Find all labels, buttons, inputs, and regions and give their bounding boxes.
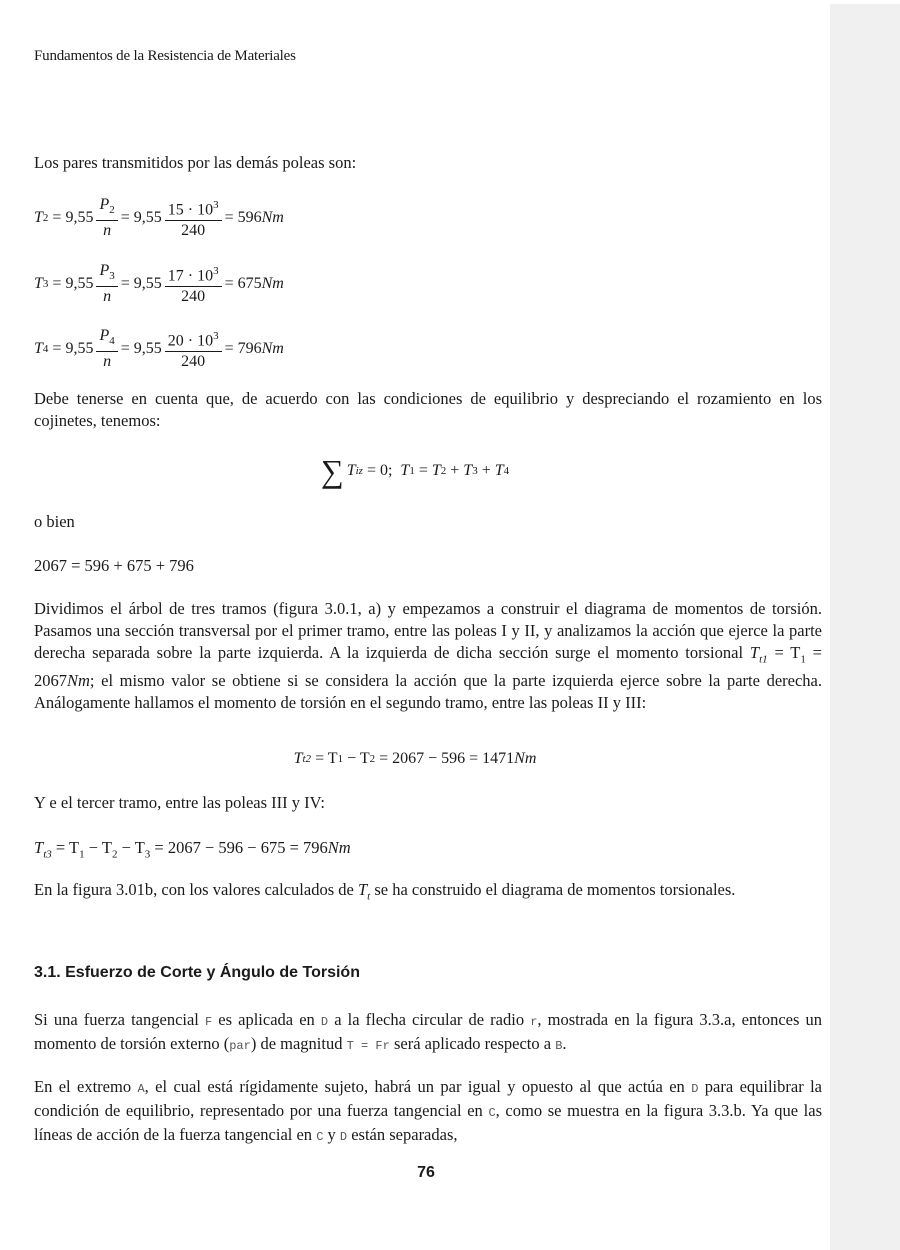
figura-paragraph: En la figura 3.01b, con los valores calculados de $T_t$ se ha construido el diagrama de momentos torsionales. (34, 880, 736, 903)
eq-symbol: T (34, 275, 43, 293)
eq-unit: Nm (261, 340, 284, 358)
eq-sub: 3 (42, 278, 49, 291)
eq-symbol: T (34, 340, 43, 358)
check-equation: 2067 = 596 + 675 + 796 (34, 556, 194, 575)
equilibrium-paragraph: Debe tenerse en cuenta que, de acuerdo con las condiciones de equilibrio y despreciando el rozamiento en los cojinetes, tenemos: (34, 389, 822, 430)
eq-unit: Nm (261, 209, 284, 227)
dividimos-paragraph: Dividimos el árbol de tres tramos (figura 3.0.1, a) y empezamos a construir el diagrama de momentos de torsión. Pasamos una sección transversal por el primer tramo, entre las poleas I y II, y analizamos la acción que ejerce la parte derecha separada sobre la parte izquierda. A la izquierda de dicha sección surge el momento torsional $T_{t1} = T_1 = 2067Nm$; el mismo valor se obtiene si se considera la acción que la parte izquierda ejerce sobre la parte derecha. Análogamente hallamos el momento de torsión en el segundo tramo, entre las poleas II y III: (34, 599, 822, 713)
intro-paragraph: Los pares transmitidos por las demás poleas son: (34, 153, 357, 172)
eq-sub: 4 (42, 343, 49, 356)
fuerza-paragraph: Si una fuerza tangencial F es aplicada en D a la flecha circular de radio r, mostrada en la figura 3.3.a, entonces un momento de torsión externo (par) de magnitud T = Fr será aplicado respecto a B. (34, 1010, 823, 1053)
eq-symbol: T (34, 209, 43, 227)
equation-t4: T 4 = 9,55 $\frac{P_4}{n}$ = 9,55 $\frac{20 \cdot 10^3}{240}$ = 796 Nm (34, 327, 284, 371)
eq-sub: 2 (42, 212, 49, 225)
eq-coef: 9,55 (65, 209, 94, 227)
tt3-equation: $T_{t3} = T_1 - T_2 - T_3 = 2067 - 596 - 675 = 796Nm$ (34, 838, 351, 861)
fraction: $\frac{P_4}{n}$ (96, 327, 117, 371)
eq-coef: 9,55 (133, 209, 162, 227)
running-header: Fundamentos de la Resistencia de Materiales (34, 48, 296, 64)
fraction: $\frac{P_2}{n}$ (96, 196, 117, 240)
fraction: $\frac{20 \cdot 10^3}{240}$ (165, 327, 222, 371)
eq-result: 675 (237, 275, 262, 293)
section-heading: 3.1. Esfuerzo de Corte y Ángulo de Torsión (34, 964, 360, 981)
equation-t2: T 2 = 9,55 $\frac{P_2}{n}$ = 9,55 $\frac{15 \cdot 10^3}{240}$ = 596 Nm (34, 196, 284, 240)
tercer-tramo-text: Y e el tercer tramo, entre las poleas III y IV: (34, 793, 325, 812)
eq-coef: 9,55 (65, 340, 94, 358)
eq-result: 596 (237, 209, 262, 227)
fraction: $\frac{15 \cdot 10^3}{240}$ (165, 196, 222, 240)
extremo-paragraph: En el extremo A, el cual está rígidamente sujeto, habrá un par igual y opuesto al que actúa en D para equilibrar la condición de equilibrio, representado por una fuerza tangencial en C, como se muestra en la figura 3.3.b. Ya que las líneas de acción de la fuerza tangencial en C y D están separadas, (34, 1077, 823, 1144)
page-number: 76 (417, 1164, 435, 1181)
fraction: $\frac{P_3}{n}$ (96, 262, 117, 306)
eq-coef: 9,55 (65, 275, 94, 293)
o-bien-text: o bien (34, 512, 75, 531)
side-panel (830, 4, 900, 1250)
fraction: $\frac{17 \cdot 10^3}{240}$ (165, 262, 222, 306)
equation-t3: T 3 = 9,55 $\frac{P_3}{n}$ = 9,55 $\frac{17 \cdot 10^3}{240}$ = 675 Nm (34, 262, 284, 306)
sigma-symbol: ∑ (320, 453, 344, 489)
eq-unit: Nm (261, 275, 284, 293)
sum-equation: ∑ T iz = 0; T 1 = T 2 + T 3 + T 4 (320, 453, 510, 489)
eq-coef: 9,55 (133, 275, 162, 293)
eq-result: 796 (237, 340, 262, 358)
tt2-equation: T t2 = T 1 − T 2 = 2067 − 596 = 1471 Nm (293, 750, 537, 767)
eq-coef: 9,55 (133, 340, 162, 358)
